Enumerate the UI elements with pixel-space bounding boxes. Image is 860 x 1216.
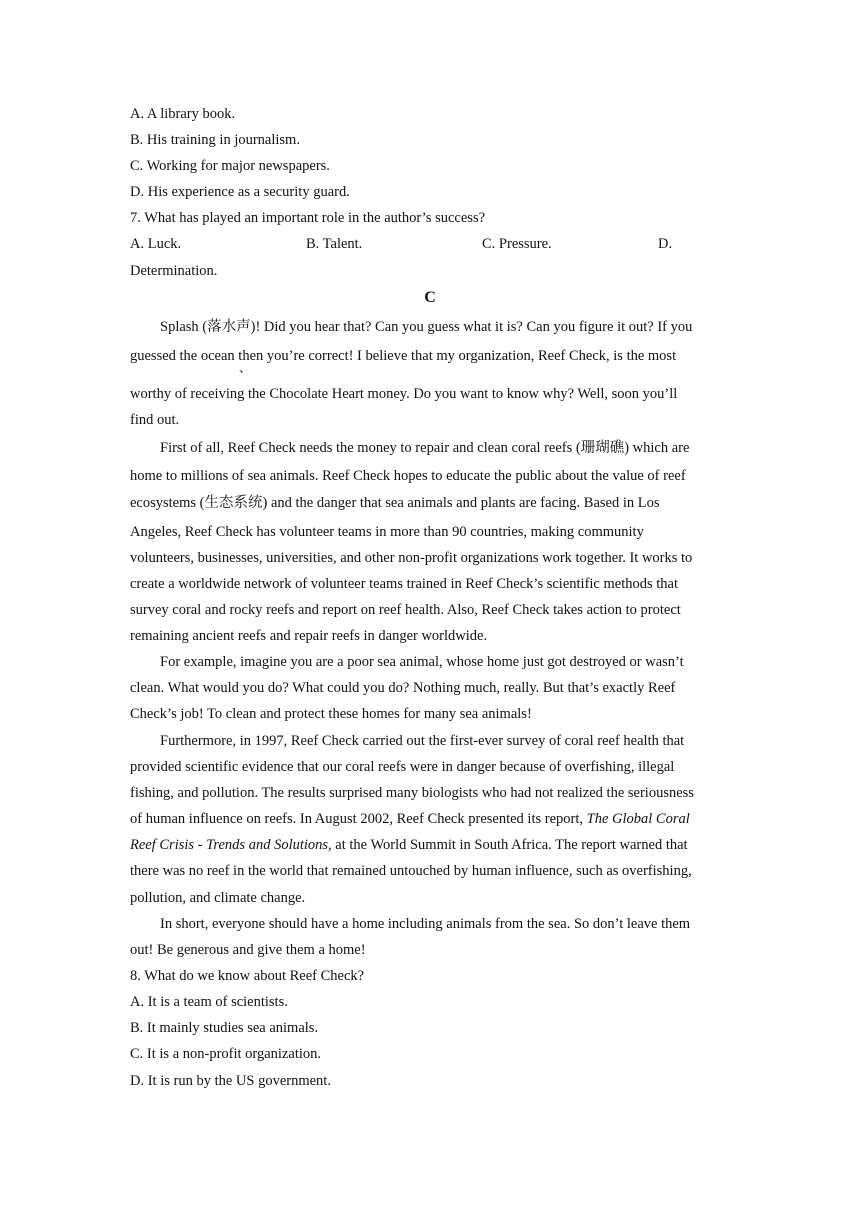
p5-line-1: In short, everyone should have a home including animals from the sea. So don’t leave them — [160, 916, 691, 932]
q7-option-d-text: Determination. — [130, 263, 218, 279]
p2-line-3: ecosystems (生态系统) and the danger that sea animals and plants are facing. Based in Los — [130, 495, 660, 511]
p4-line-2: provided scientific evidence that our coral reefs were in danger because of overfishing, illegal — [130, 759, 675, 775]
p1-line-3: worthy of receiving the Chocolate Heart money. Do you want to know why? Well, soon you’ll — [130, 386, 678, 402]
q7-option-c: C. Pressure. — [482, 236, 552, 252]
p2-line-6: create a worldwide network of volunteer teams trained in Reef Check’s scientific methods that — [130, 576, 678, 592]
section-heading: C — [424, 289, 436, 306]
q8-option-b: B. It mainly studies sea animals. — [130, 1020, 319, 1036]
q8-option-d: D. It is run by the US government. — [130, 1073, 331, 1089]
q8-option-a: A. It is a team of scientists. — [130, 994, 288, 1010]
p5-line-2: out! Be generous and give them a home! — [130, 942, 366, 958]
p2-line-2: home to millions of sea animals. Reef Check hopes to educate the public about the value of reef — [130, 468, 686, 484]
report-title-part-1: The Global Coral — [586, 811, 690, 827]
q6-option-c: C. Working for major newspapers. — [130, 158, 330, 174]
p4-line-1: Furthermore, in 1997, Reef Check carried out the first-ever survey of coral reef health that — [160, 733, 685, 749]
p4-line-4-text: of human influence on reefs. In August 2002, Reef Check presented its report, — [130, 811, 587, 827]
q7-option-b: B. Talent. — [306, 236, 363, 252]
p1-line-1: Splash (落水声)! Did you hear that? Can you guess what it is? Can you figure it out? If you — [160, 319, 693, 335]
q7-question: 7. What has played an important role in the author’s success? — [130, 210, 486, 226]
report-title-part-2: Reef Crisis - Trends and Solutions — [130, 837, 329, 853]
p2-line-7: survey coral and rocky reefs and report on reef health. Also, Reef Check takes action to protect — [130, 602, 681, 618]
p2-line-5: volunteers, businesses, universities, and other non-profit organizations work together. It works to — [130, 550, 693, 566]
q6-option-d: D. His experience as a security guard. — [130, 184, 350, 200]
p4-line-5-text: , at the World Summit in South Africa. The report warned that — [328, 837, 688, 853]
q6-option-a: A. A library book. — [130, 106, 236, 122]
p4-line-5 — [130, 836, 688, 854]
p4-line-6: there was no reef in the world that remained untouched by human influence, such as overfishing, — [130, 863, 692, 879]
p1-line-2: guessed the ocean then you’re correct! I believe that my organization, Reef Check, is the most — [130, 348, 677, 364]
q8-option-c: C. It is a non-profit organization. — [130, 1046, 322, 1062]
p2-line-8: remaining ancient reefs and repair reefs in danger worldwide. — [130, 628, 488, 644]
q8-question: 8. What do we know about Reef Check? — [130, 968, 365, 984]
q7-option-a: A. Luck. — [130, 236, 182, 252]
p4-line-7: pollution, and climate change. — [130, 890, 306, 906]
p3-line-1: For example, imagine you are a poor sea animal, whose home just got destroyed or wasn’t — [160, 654, 684, 670]
q7-option-d-label: D. — [658, 236, 673, 252]
q6-option-b: B. His training in journalism. — [130, 132, 300, 148]
p1-comma-mark: 、 — [239, 361, 252, 375]
p1-line-4: find out. — [130, 412, 180, 428]
p4-line-4 — [130, 810, 690, 828]
p3-line-3: Check’s job! To clean and protect these homes for many sea animals! — [130, 706, 532, 722]
p4-line-3: fishing, and pollution. The results surprised many biologists who had not realized the seriousness — [130, 785, 694, 801]
p2-line-4: Angeles, Reef Check has volunteer teams in more than 90 countries, making community — [130, 524, 644, 540]
p2-line-1: First of all, Reef Check needs the money to repair and clean coral reefs (珊瑚礁) which are — [160, 440, 690, 456]
p3-line-2: clean. What would you do? What could you do? Nothing much, really. But that’s exactly Reef — [130, 680, 676, 696]
